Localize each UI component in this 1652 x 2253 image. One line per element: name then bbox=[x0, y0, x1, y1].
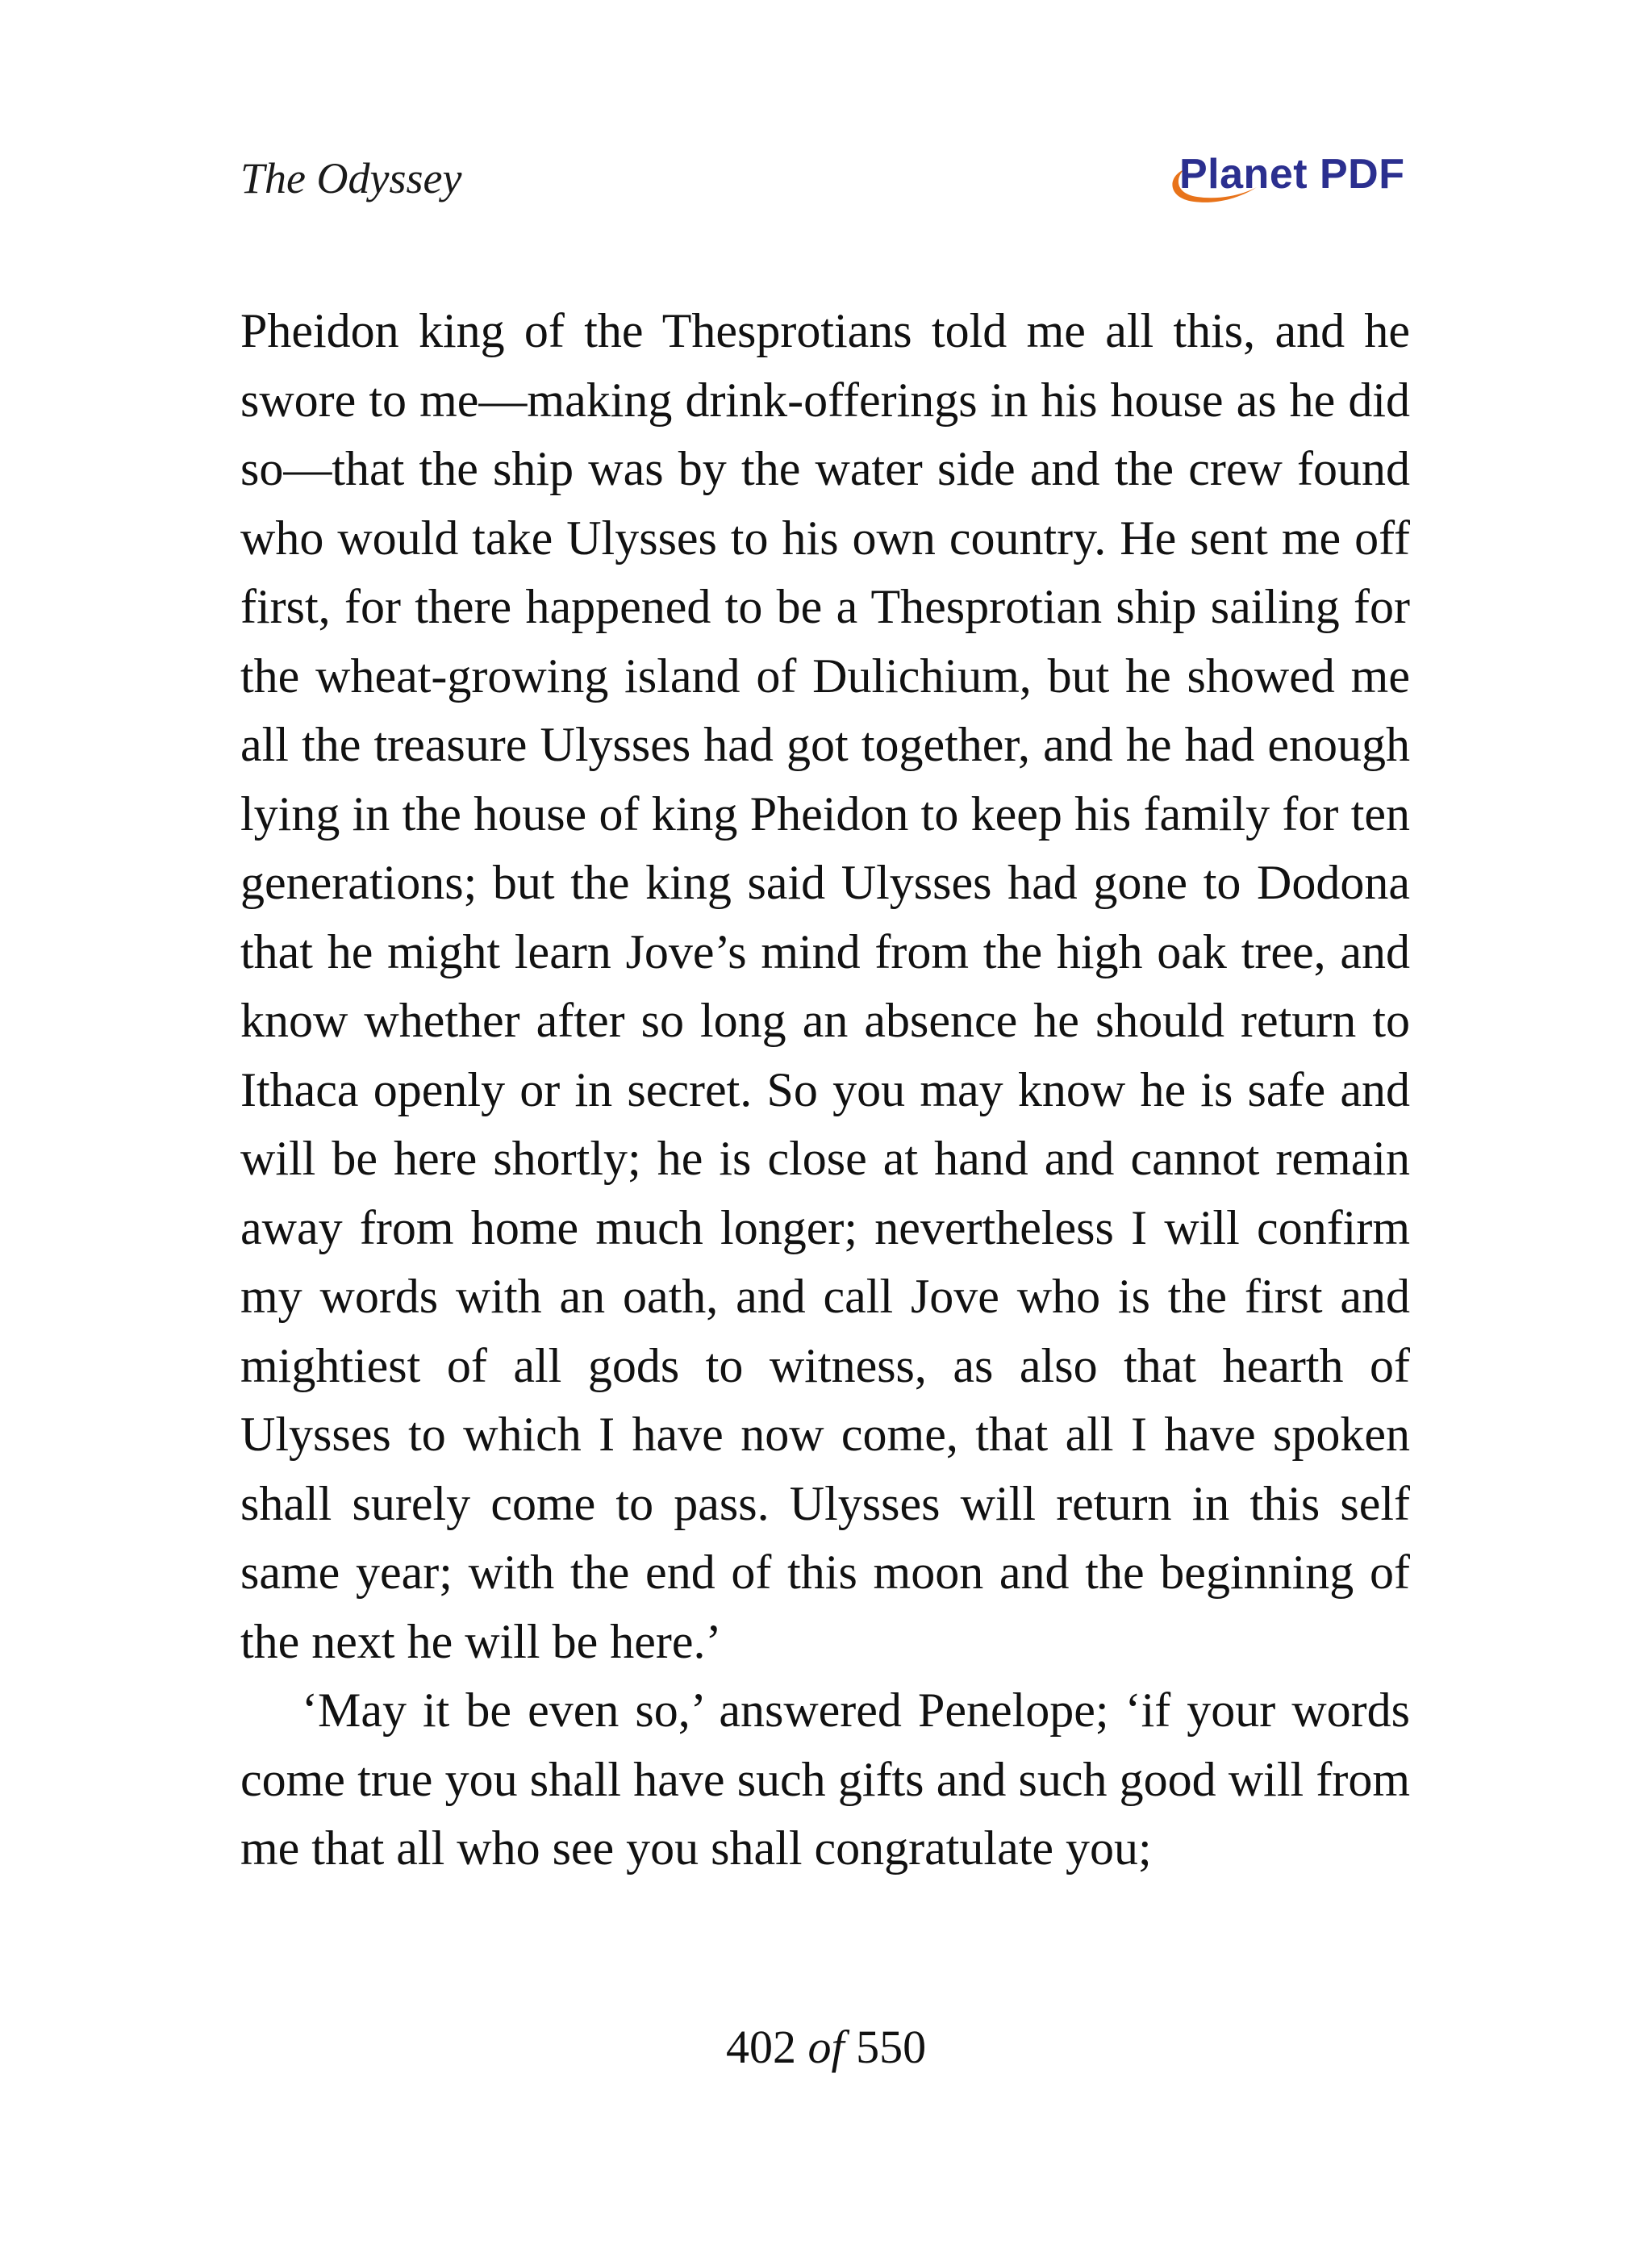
page-number bbox=[0, 2015, 1652, 2080]
paragraph: ‘May it be even so,’ answered Penelope; ‘if your words come true you shall have such gifts and such good will from me that all who see you shall congratulate you; bbox=[240, 1683, 1410, 1875]
logo-text: Planet PDF bbox=[1179, 151, 1405, 198]
planet-pdf-logo bbox=[1162, 145, 1420, 226]
body-text bbox=[240, 297, 1410, 1884]
current-page-number: 402 bbox=[725, 2021, 796, 2073]
running-header-title: The Odyssey bbox=[240, 154, 462, 202]
total-pages-number: 550 bbox=[856, 2021, 927, 2073]
paragraph: Pheidon king of the Thesprotians told me all this, and he swore to me—making drink-offerings in his house as he did so—that the ship was by the water side and the crew found who would take Ulysses to his own country. He sent me off first, for there happened to be a Thesprotian ship sailing for the wheat-growing island of Dulichium, but he showed me all the treasure Ulysses had got together, and he had enough lying in the house of king Pheidon to keep his family for ten generations; but the king said Ulysses had gone to Dodona that he might learn Jove’s mind from the high oak tree, and know whether after so long an absence he should return to Ithaca openly or in secret. So you may know he is safe and will be here shortly; he is close at hand and cannot remain away from home much longer; nevertheless I will confirm my words with an oath, and call Jove who is the first and mightiest of all gods to witness, as also that hearth of Ulysses to which I have now come, that all I have spoken shall surely come to pass. Ulysses will return in this self same year; with the end of this moon and the beginning of the next he will be here.’ bbox=[240, 304, 1410, 1668]
page-of-word: of bbox=[807, 2021, 845, 2073]
